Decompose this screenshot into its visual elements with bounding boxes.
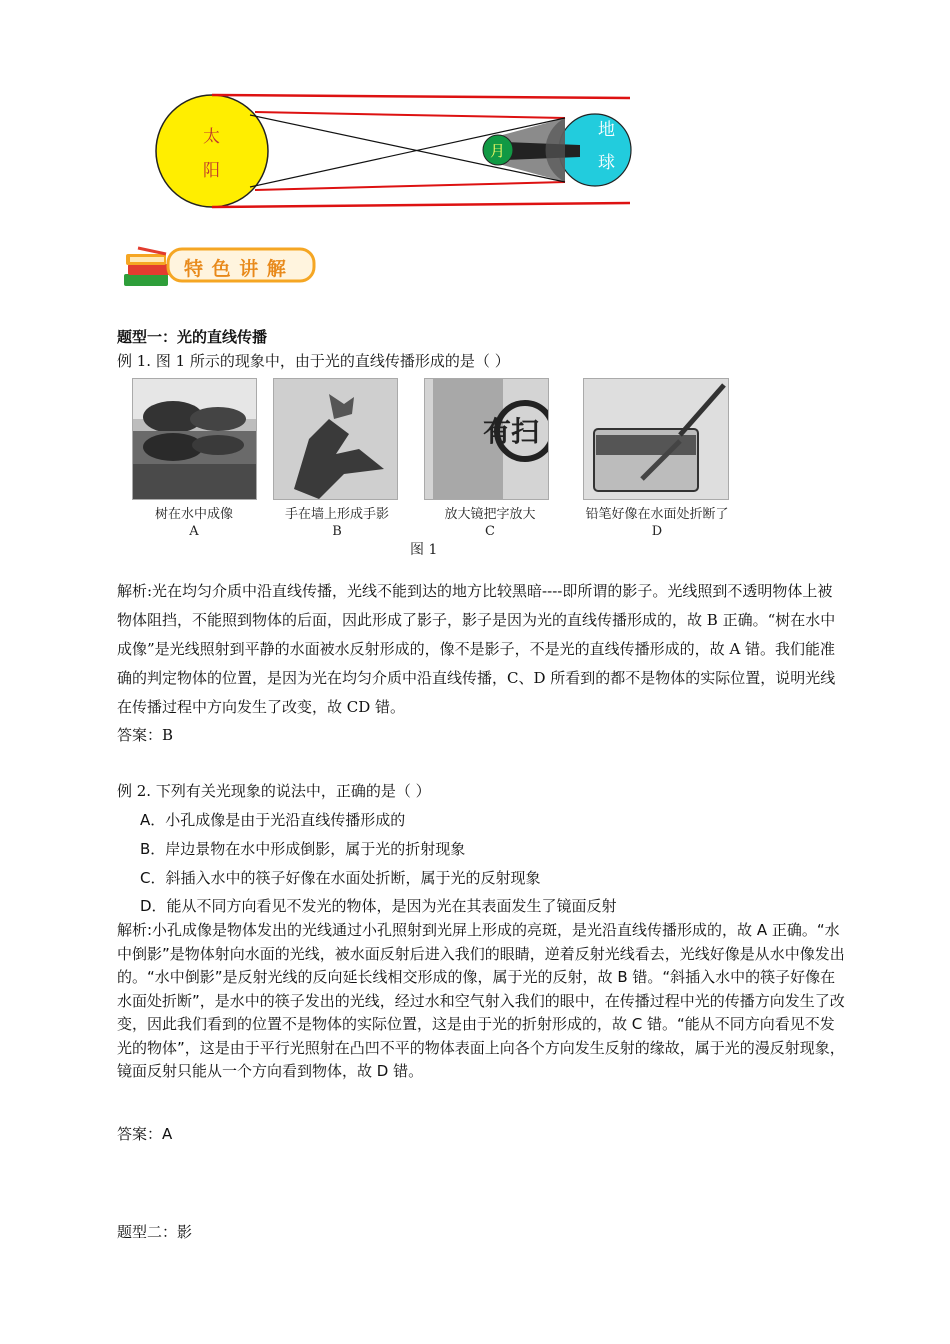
sun-label-2: 阳 <box>203 161 220 181</box>
example2-analysis: 解析:小孔成像是物体发出的光线通过小孔照射到光屏上形成的亮斑，是光沿直线传播形成的，故 A 正确。“水中倒影”是物体射向水面的光线，被水面反射后进入我们的眼睛，逆着反射光线看去，光线好像是从水中像发出的。“水中倒影”是反射光线的反向延长线相交形成的像，属于光的反射，故 B 错。“斜插入水中的筷子好像在水面处折断”，是水中的筷子发出的光线，经过水和空气射入我们的眼中，在传播过程中光的传播方向发生了改变，因此我们看到的位置不是物体的实际位置，这是由于光的折射形成的，故 C 错。“能从不同方向看见不发光的物体”，这是由于平行光照射在凸凹不平的物体表面上向各个方向发生反射的缘故，属于光的漫反射现象，镜面反射只能从一个方向看到物体，故 D 错。 <box>117 921 845 1080</box>
caption-c: 放大镜把字放大 C <box>444 507 536 539</box>
photo-d-pencil-in-water <box>583 378 729 500</box>
caption-b: 手在墙上形成手影 B <box>284 507 389 539</box>
sun-label-1: 太 <box>203 127 220 147</box>
photo-a-tree-reflection <box>132 378 257 500</box>
umbra-shape <box>505 142 580 160</box>
caption-a: 树在水中成像 A <box>154 507 233 539</box>
eclipse-diagram <box>155 90 637 212</box>
example2-answer: 答案：A <box>117 1125 173 1143</box>
earth-label-1: 地 <box>598 120 615 140</box>
eclipse-figure <box>155 90 637 212</box>
example2-question: 例 2. 下列有关光现象的说法中，正确的是（ ） <box>117 782 431 800</box>
example2-option-a: A．小孔成像是由于光沿直线传播形成的 <box>140 811 406 829</box>
example1-analysis: 解析:光在均匀介质中沿直线传播，光线不能到达的地方比较黑暗----即所谓的影子。光线照到不透明物体上被物体阻挡，不能照到物体的后面，因此形成了影子，影子是因为光的直线传播形成的，故 B 正确。“树在水中成像”是光线照射到平静的水面被水反射形成的，像不是影子，不是光的直线传播形成的，故 A 错。我们能准确的判定物体的位置，是因为光在均匀介质中沿直线传播，C、D 所看到的都不是物体的实际位置，说明光线在传播过程中方向发生了改变，故 CD 错。 <box>117 582 836 716</box>
banner-text: 特 色 讲 解 <box>184 258 287 280</box>
photo-b-hand-shadow <box>273 378 398 500</box>
example2-option-d: D．能从不同方向看见不发光的物体，是因为光在其表面发生了镜面反射 <box>140 897 617 915</box>
example1-answer: 答案：B <box>117 726 174 744</box>
moon-label: 月 <box>490 142 506 160</box>
earth-label-2: 球 <box>598 153 615 173</box>
feature-banner <box>120 240 320 296</box>
example1-question: 例 1. 图 1 所示的现象中，由于光的直线传播形成的是（ ） <box>117 352 510 370</box>
sun-shape <box>156 95 268 207</box>
section-title-2: 题型二：影 <box>117 1223 193 1241</box>
photo-c-magnifier <box>424 378 549 500</box>
section-title-1: 题型一：光的直线传播 <box>117 328 268 346</box>
example2-option-c: C．斜插入水中的筷子好像在水面处折断，属于光的反射现象 <box>140 869 541 887</box>
caption-d: 铅笔好像在水面处折断了 D <box>585 507 729 539</box>
magnified-text: 有扫 <box>483 415 540 448</box>
figure-caption: 图 1 <box>410 542 438 558</box>
example2-option-b: B．岸边景物在水中形成倒影，属于光的折射现象 <box>140 840 466 858</box>
